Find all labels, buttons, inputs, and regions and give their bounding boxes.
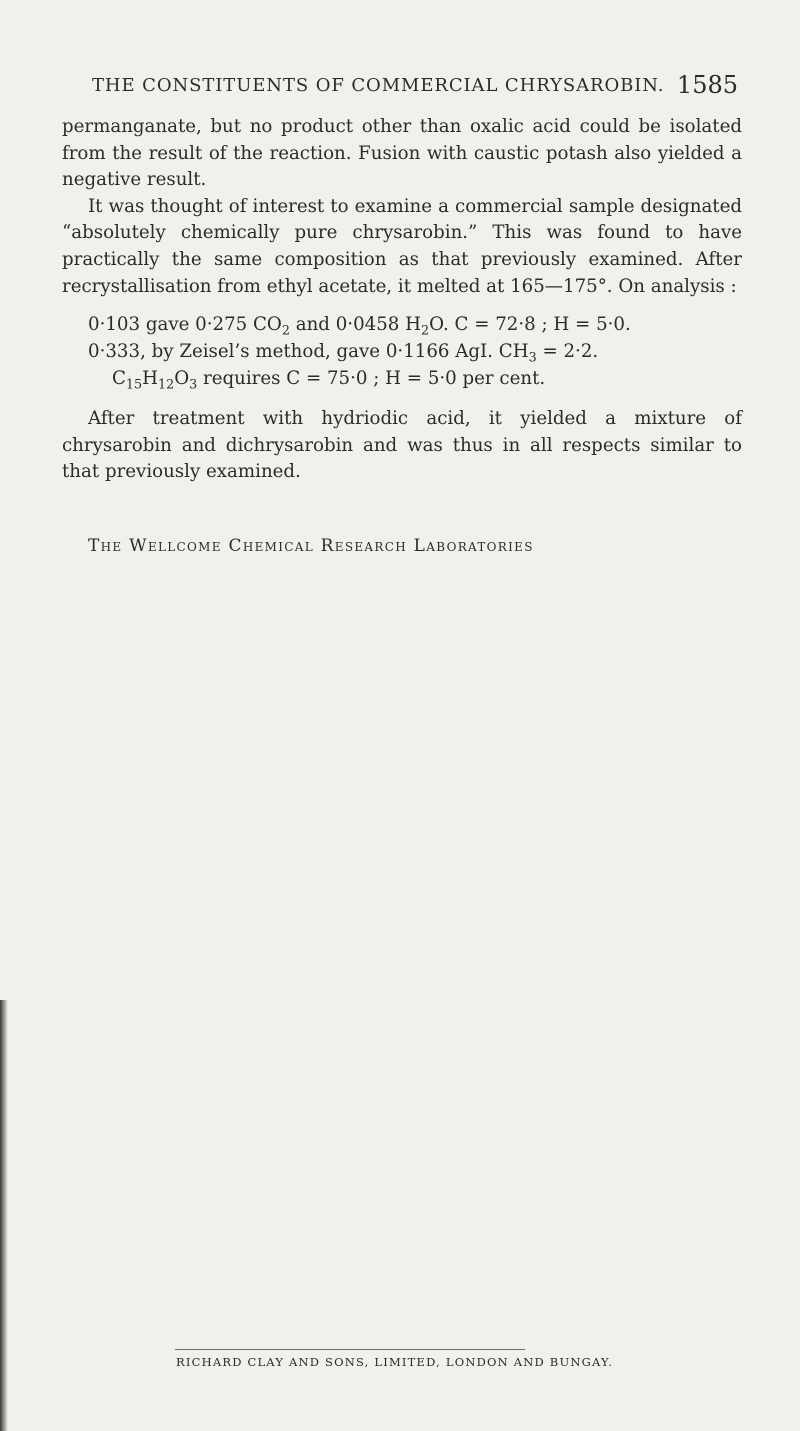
analysis-line-zeisel: 0·333, by Zeisel’s method, gave 0·1166 AgI. $CH_3 = 2\cdot 2$. <box>88 341 599 366</box>
analysis-results <box>62 311 742 392</box>
analysis-line-combustion: 0·103 gave 0·275 $CO_2$ and 0·0458 $H_2O$. C = 72·8 ; H = 5·0. <box>88 314 631 339</box>
running-title: THE CONSTITUENTS OF COMMERCIAL CHRYSAROBIN. <box>92 75 665 96</box>
footer-rule <box>175 1349 525 1350</box>
page-number: 1585 <box>676 71 738 99</box>
printer-imprint: RICHARD CLAY AND SONS, LIMITED, LONDON AND BUNGAY. <box>176 1355 614 1369</box>
article-body <box>62 114 742 486</box>
paragraph-commercial-sample: It was thought of interest to examine a commercial sample designated “absolutely chemically pure chrysarobin.” This was found to have practically the same composition as that previously examined. After recrystallisation from ethyl acetate, it melted at 165—175°. On analysis : <box>62 195 742 297</box>
running-header <box>92 73 740 103</box>
page-edge-shadow <box>0 1000 8 1431</box>
affiliation: The Wellcome Chemical Research Laboratories <box>88 536 534 556</box>
analysis-line-formula: $C_{15}H_{12}O_3$ requires C = 75·0 ; H = 5·0 per cent. <box>112 368 546 393</box>
paragraph-hydriodic: After treatment with hydriodic acid, it yielded a mixture of chrysarobin and dichrysarobin and was thus in all respects similar to that previously examined. <box>62 408 742 483</box>
paragraph-permanganate: permanganate, but no product other than oxalic acid could be isolated from the result of the reaction. Fusion with caustic potash also yielded a negative result. <box>62 116 742 191</box>
